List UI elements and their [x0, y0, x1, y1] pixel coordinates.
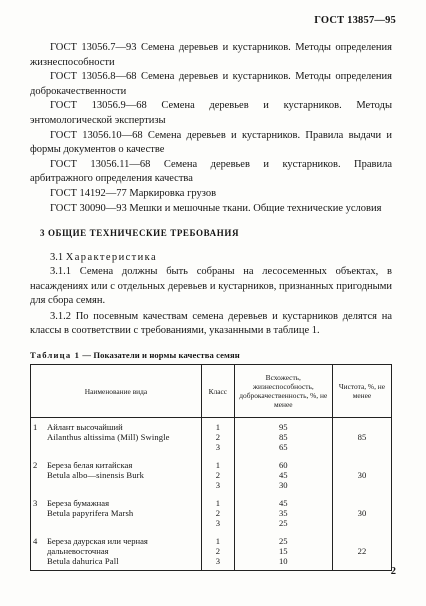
species-name: Береза бумажная: [47, 498, 110, 508]
class-value: 1: [215, 460, 220, 470]
reference-item: ГОСТ 13056.7—93 Семена деревьев и кустарников. Методы определения жизнеспособности: [30, 42, 392, 68]
class-value-cell: [202, 418, 235, 457]
row-number: 2: [33, 460, 38, 470]
row-number: 3: [33, 498, 38, 508]
subsection-title: Характеристика: [65, 252, 158, 263]
reference-item: ГОСТ 13056.8—68 Семена деревьев и кустарников. Методы определения доброкачественности: [30, 71, 392, 97]
class-value: 2: [215, 432, 220, 442]
class-value: 2: [215, 470, 220, 480]
table-caption-text: — Показатели и нормы качества семян: [82, 350, 240, 360]
purity-value: 30: [357, 470, 367, 480]
viability-value-cell: [234, 494, 332, 532]
header-class: Класс: [202, 365, 235, 418]
species-name: Береза белая китайская: [47, 460, 133, 470]
viability-value: 60: [278, 460, 288, 470]
viability-value-cell: [234, 532, 332, 571]
viability-value: 30: [278, 480, 288, 490]
class-value: 3: [215, 480, 220, 490]
purity-value: 30: [357, 508, 367, 518]
viability-value: 25: [278, 536, 288, 546]
purity-cell: [332, 532, 391, 571]
reference-item: ГОСТ 14192—77 Маркировка грузов: [50, 187, 217, 199]
reference-item: ГОСТ 30090—93 Мешки и мешочные ткани. Общие технические условия: [50, 202, 382, 214]
species-name-cell: [31, 494, 202, 532]
viability-value-cell: [234, 456, 332, 494]
section-title: 3 ОБЩИЕ ТЕХНИЧЕСКИЕ ТРЕБОВАНИЯ: [40, 228, 240, 238]
species-name: Береза даурская или черная: [47, 536, 148, 546]
subsection-heading: [30, 251, 392, 265]
class-value-cell: [202, 494, 235, 532]
subsection: [30, 251, 392, 338]
table-row: [31, 532, 392, 571]
purity-cell: [332, 456, 391, 494]
table-row: [31, 418, 392, 457]
species-name: Айлант высочайший: [47, 422, 123, 432]
table-caption: [30, 350, 240, 360]
viability-value: 35: [278, 508, 288, 518]
paragraph-3-1-2: 3.1.2 По посевным качествам семена деревьев и кустарников делятся на классы в соответствии с требованиями, указанными в таблице 1.: [30, 310, 392, 337]
class-value: 1: [215, 498, 220, 508]
document-header: ГОСТ 13857—95: [314, 15, 396, 26]
subsection-number: 3.1: [50, 252, 64, 263]
class-value: 3: [215, 518, 220, 528]
species-name-cell: [31, 418, 202, 457]
class-value: 2: [215, 546, 220, 556]
table-row: [31, 494, 392, 532]
reference-item: ГОСТ 13056.11—68 Семена деревьев и кустарников. Правила арбитражного определения качества: [30, 158, 392, 185]
purity-cell: [332, 418, 391, 457]
species-latin-name: Ailanthus altissima (Mill) Swingle: [47, 432, 170, 442]
quality-table: [30, 364, 392, 571]
class-value-cell: [202, 456, 235, 494]
viability-value: 85: [278, 432, 288, 442]
references-list: [30, 41, 392, 216]
header-purity: Чистота, %, не менее: [332, 365, 391, 418]
table-row: [31, 456, 392, 494]
species-name-cell: [31, 532, 202, 571]
class-value: 1: [215, 536, 220, 546]
header-viability: Всхожесть, жизнеспособность, доброкачественность, %, не менее: [234, 365, 332, 418]
species-latin-name: Betula papyrifera Marsh: [47, 508, 134, 518]
species-name-cell: [31, 456, 202, 494]
viability-value: 65: [278, 442, 288, 452]
purity-value: 85: [357, 432, 367, 442]
viability-value: 10: [278, 556, 288, 566]
class-value: 2: [215, 508, 220, 518]
class-value: 3: [215, 442, 220, 452]
table-caption-label: Таблица 1: [30, 350, 81, 360]
species-latin-name: Betula albo—sinensis Burk: [47, 470, 145, 480]
row-number: 4: [33, 536, 38, 546]
viability-value: 25: [278, 518, 288, 528]
class-value: 1: [215, 422, 220, 432]
purity-value: 22: [357, 546, 367, 556]
viability-value: 45: [278, 470, 288, 480]
viability-value-cell: [234, 418, 332, 457]
purity-cell: [332, 494, 391, 532]
header-name: Наименование вида: [31, 365, 202, 418]
viability-value: 95: [278, 422, 288, 432]
viability-value: 45: [278, 498, 288, 508]
row-number: 1: [33, 422, 38, 432]
class-value: 3: [215, 556, 220, 566]
viability-value: 15: [278, 546, 288, 556]
class-value-cell: [202, 532, 235, 571]
page-number: 2: [390, 566, 396, 577]
species-name: дальневосточная: [47, 546, 109, 556]
paragraph-3-1-1: 3.1.1 Семена должны быть собраны на лесосеменных объектах, в насаждениях или с отдельных деревьев и кустарников, признанных пригодными для сбора семян.: [30, 266, 392, 307]
reference-item: ГОСТ 13056.10—68 Семена деревьев и кустарников. Правила выдачи и формы документов о качестве: [30, 129, 392, 156]
reference-item: ГОСТ 13056.9—68 Семена деревьев и кустарников. Методы энтомологической экспертизы: [30, 100, 392, 126]
species-latin-name: Betula dahurica Pall: [47, 556, 119, 566]
